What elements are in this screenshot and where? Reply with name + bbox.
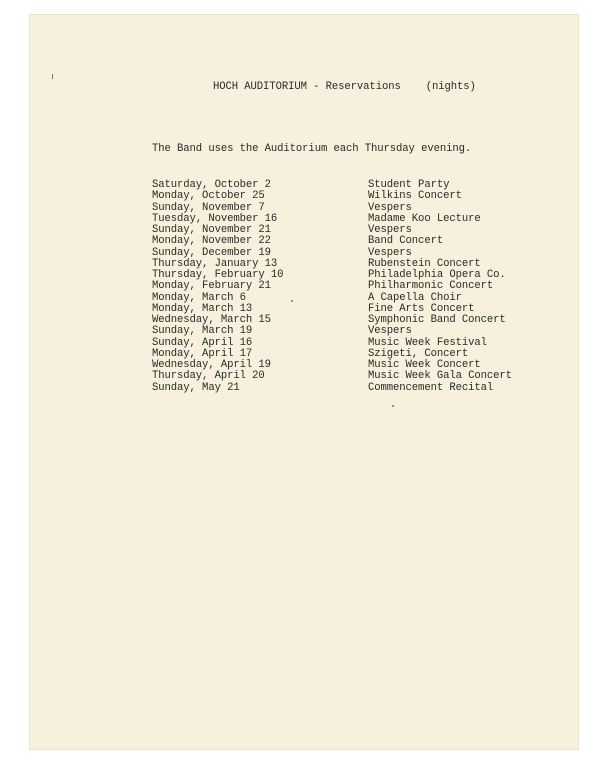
reservation-date: Monday, October 25	[152, 190, 265, 203]
reservation-event: Vespers	[368, 325, 412, 338]
reservation-event: Vespers	[368, 246, 412, 259]
reservation-date: Sunday, November 21	[152, 224, 271, 236]
reservation-date: Thursday, February 10	[152, 269, 284, 281]
list-item	[152, 281, 528, 292]
reservation-event: Fine Arts Concert	[368, 302, 475, 315]
reservation-event: Vespers	[368, 224, 412, 236]
paper-speck	[392, 405, 394, 407]
reservation-date: Thursday, April 20	[152, 370, 265, 383]
intro-note: The Band uses the Auditorium each Thursday evening.	[152, 143, 472, 155]
reservation-event: Philharmonic Concert	[368, 280, 494, 293]
reservation-date: Sunday, April 16	[152, 336, 253, 349]
list-item	[152, 383, 528, 394]
reservation-event: A Capella Choir	[368, 291, 462, 304]
reservation-list	[152, 180, 528, 394]
reservation-event: Student Party	[368, 179, 450, 191]
reservation-event: Music Week Concert	[368, 359, 481, 371]
list-item	[152, 191, 528, 202]
list-item	[152, 326, 528, 337]
reservation-date: Sunday, May 21	[152, 381, 240, 394]
paper-speck	[291, 300, 293, 302]
reservation-event: Commencement Recital	[368, 381, 494, 394]
reservation-date: Sunday, March 19	[152, 325, 253, 338]
reservation-event: Music Week Festival	[368, 336, 487, 349]
reservation-event: Madame Koo Lecture	[368, 212, 481, 225]
reservation-date: Monday, February 21	[152, 280, 271, 293]
reservation-date: Sunday, December 19	[152, 246, 271, 259]
paper-speck	[52, 74, 53, 79]
reservation-date: Saturday, October 2	[152, 179, 271, 191]
reservation-date: Wednesday, March 15	[152, 314, 271, 326]
list-item	[152, 236, 528, 247]
document-page	[29, 14, 579, 750]
reservation-date: Monday, March 6	[152, 291, 246, 304]
reservation-event: Philadelphia Opera Co.	[368, 269, 506, 281]
reservation-event: Band Concert	[368, 235, 444, 248]
reservation-event: Rubenstein Concert	[368, 257, 481, 270]
reservation-event: Symphonic Band Concert	[368, 314, 506, 326]
reservation-date: Thursday, January 13	[152, 257, 278, 270]
reservation-date: Sunday, November 7	[152, 201, 265, 214]
reservation-date: Monday, April 17	[152, 347, 253, 360]
reservation-date: Monday, November 22	[152, 235, 271, 248]
list-item	[152, 371, 528, 382]
reservation-event: Vespers	[368, 201, 412, 214]
reservation-date: Tuesday, November 16	[152, 212, 278, 225]
reservation-event: Music Week Gala Concert	[368, 370, 512, 383]
reservation-event: Wilkins Concert	[368, 190, 462, 203]
reservation-date: Monday, March 13	[152, 302, 253, 315]
reservation-event: Szigeti, Concert	[368, 347, 469, 360]
reservation-date: Wednesday, April 19	[152, 359, 271, 371]
page-title: HOCH AUDITORIUM - Reservations (nights)	[213, 81, 476, 93]
